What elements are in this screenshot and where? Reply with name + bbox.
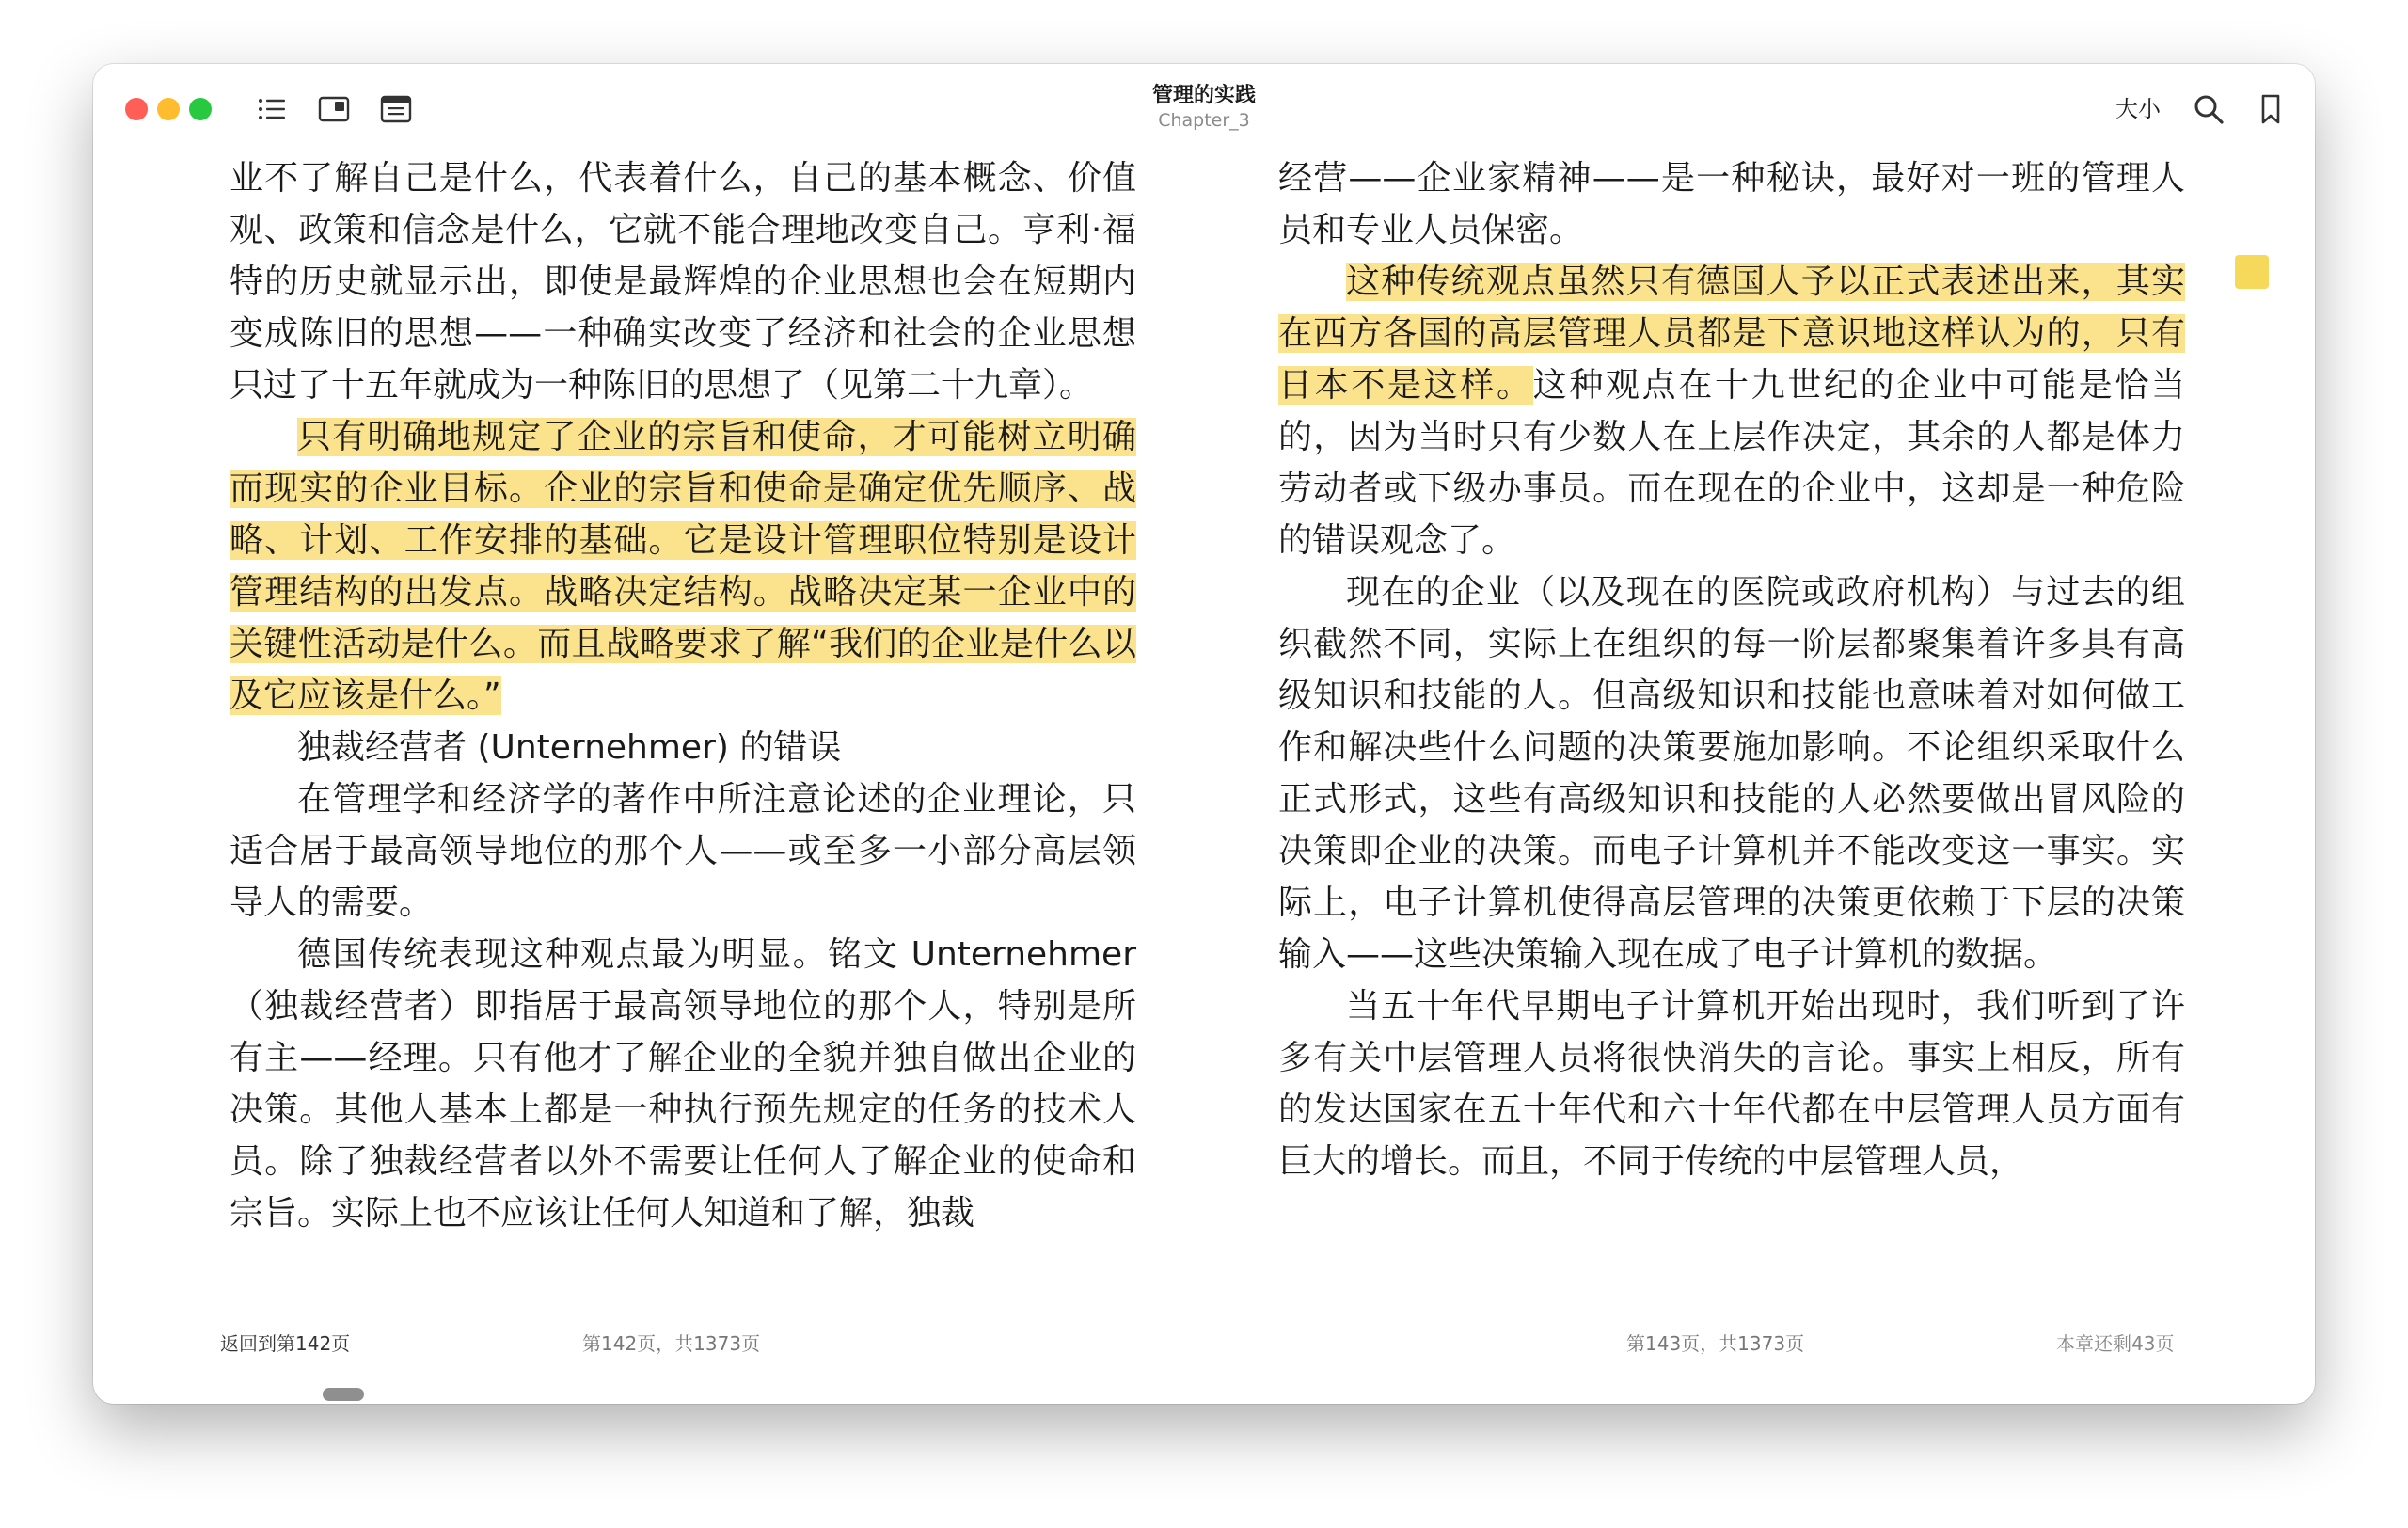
title-area [93, 83, 2315, 132]
paragraph: 在管理学和经济学的著作中所注意论述的企业理论，只适合居于最高领导地位的那个人——或至多一小部分高层领导人的需要。 [230, 780, 1136, 922]
page-scrubber-handle[interactable] [323, 1388, 364, 1401]
font-size-button[interactable]: 大小 [2115, 96, 2161, 122]
paragraph: 德国传统表现这种观点最为明显。铭文 Unternehmer（独裁经营者）即指居于最高领导地位的那个人，特别是所有主——经理。只有他才了解企业的全貌并独自做出企业的决策。其他人基本上都是一种执行预先规定的任务的技术人员。除了独裁经营者以外不需要让任何人了解企业的使命和宗旨。实际上也不应该让任何人知道和了解，独裁 [230, 935, 1136, 1233]
paragraph: 业不了解自己是什么，代表着什么，自己的基本概念、价值观、政策和信念是什么，它就不能合理地改变自己。亨利·福特的历史就显示出，即使是最辉煌的企业思想也会在短期内变成陈旧的思想——一种确实改变了经济和社会的企业思想只过了十五年就成为一种陈旧的思想了（见第二十九章）。 [230, 159, 1136, 405]
chapter-subtitle: Chapter_3 [1158, 110, 1250, 131]
book-title: 管理的实践 [1151, 84, 1256, 107]
section-heading: 独裁经营者 (Unternehmer) 的错误 [297, 728, 842, 767]
right-page [1278, 152, 2185, 1187]
highlighted-text[interactable]: 只有明确地规定了企业的宗旨和使命，才可能树立明确而现实的企业目标。企业的宗旨和使命是确定优先顺序、战略、计划、工作安排的基础。它是设计管理职位特别是设计管理结构的出发点。战略决定结构。战略决定某一企业中的关键性活动是什么。而且战略要求了解“我们的企业是什么以及它应该是什么。” [230, 418, 1136, 715]
reader-window [93, 64, 2315, 1404]
chapter-remaining: 本章还剩43页 [2056, 1332, 2175, 1355]
paragraph [1278, 256, 2185, 566]
left-page-number: 第142页，共1373页 [582, 1332, 761, 1355]
note-marker[interactable] [2235, 255, 2269, 289]
search-icon[interactable] [2192, 92, 2226, 126]
paragraph [230, 411, 1136, 722]
highlighted-text[interactable]: 这种传统观点虽然只有德国人予以正式表述出来，其实在西方各国的高层管理人员都是下意识地这样认为的，只有日本不是这样。 [1278, 263, 2185, 405]
paragraph: 当五十年代早期电子计算机开始出现时，我们听到了许多有关中层管理人员将很快消失的言论。事实上相反，所有的发达国家在五十年代和六十年代都在中层管理人员方面有巨大的增长。而且，不同于传统的中层管理人员， [1278, 987, 2185, 1181]
paragraph: 现在的企业（以及现在的医院或政府机构）与过去的组织截然不同，实际上在组织的每一阶层都聚集着许多具有高级知识和技能的人。但高级知识和技能也意味着对如何做工作和解决些什么问题的决策要施加影响。不论组织采取什么正式形式，这些有高级知识和技能的人必然要做出冒风险的决策即企业的决策。而电子计算机并不能改变这一事实。实际上，电子计算机使得高层管理的决策更依赖于下层的决策输入——这些决策输入现在成了电子计算机的数据。 [1278, 573, 2185, 974]
paragraph-text: 这种观点在十九世纪的企业中可能是恰当的，因为当时只有少数人在上层作决定，其余的人都是体力劳动者或下级办事员。而在现在的企业中，这却是一种危险的错误观念了。 [1278, 366, 2185, 560]
bookmark-icon[interactable] [2254, 92, 2288, 126]
left-page [230, 152, 1136, 1239]
back-to-page-link[interactable]: 返回到第142页 [220, 1332, 351, 1355]
paragraph: 经营——企业家精神——是一种秘诀，最好对一班的管理人员和专业人员保密。 [1278, 159, 2185, 249]
right-page-number: 第143页，共1373页 [1626, 1332, 1805, 1355]
